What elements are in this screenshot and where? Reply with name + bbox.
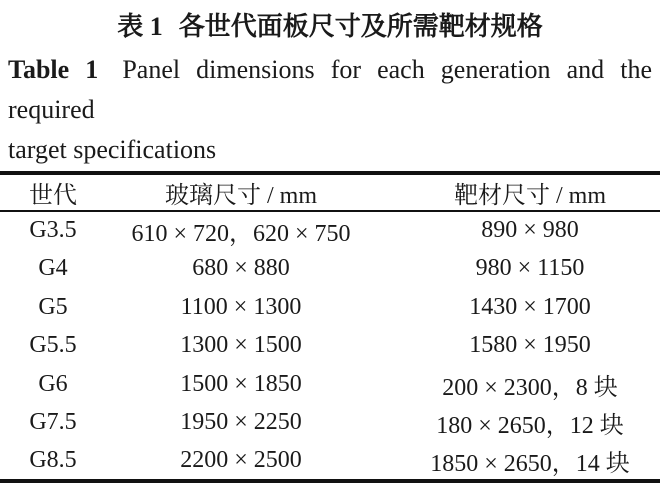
generation-cell: G5.5	[29, 332, 77, 359]
glass-size-cell: 610 × 720，620 × 750	[131, 221, 351, 248]
generation-cell: G4	[38, 255, 68, 282]
table-header-row	[0, 173, 660, 211]
table-caption-en	[8, 50, 652, 170]
spec-table	[0, 171, 660, 483]
target-size-cell: 1850 × 2650，14 块	[430, 450, 630, 477]
column-header-generation: 世代	[29, 183, 77, 209]
generation-cell: G5	[38, 293, 68, 320]
glass-size-cell: 680 × 880	[192, 255, 290, 282]
glass-size-cell: 2200 × 2500	[180, 446, 302, 473]
target-size-cell: 980 × 1150	[475, 255, 585, 282]
table-caption-en-line2: target specifications	[8, 135, 217, 164]
target-size-cell: 180 × 2650，12 块	[436, 413, 624, 440]
target-size-cell: 890 × 980	[481, 217, 579, 244]
generation-cell: G3.5	[29, 217, 77, 244]
glass-size-cell: 1300 × 1500	[180, 332, 302, 359]
column-header-target-size: 靶材尺寸 / mm	[453, 183, 606, 209]
target-size-cell: 1580 × 1950	[469, 332, 591, 359]
table-caption-zh	[8, 10, 652, 44]
table-row	[0, 365, 660, 404]
generation-cell: G8.5	[29, 446, 77, 473]
target-size-cell: 200 × 2300，8 块	[442, 374, 618, 401]
table-caption-en-text: Panel dimensions for each generation and the required	[8, 55, 652, 124]
table-caption-en-label: Table 1	[8, 55, 99, 84]
glass-size-cell: 1100 × 1300	[180, 293, 302, 320]
table-row	[0, 327, 660, 366]
table-row	[0, 250, 660, 289]
table-row	[0, 442, 660, 481]
table-caption-zh-label: 表 1	[117, 12, 163, 41]
table-caption-zh-text: 各世代面板尺寸及所需靶材规格	[178, 12, 543, 41]
table-row	[0, 211, 660, 250]
table-caption-en-line1	[8, 50, 652, 130]
glass-size-cell: 1500 × 1850	[180, 370, 302, 397]
column-header-glass-size: 玻璃尺寸 / mm	[164, 183, 317, 209]
target-size-cell: 1430 × 1700	[469, 293, 591, 320]
generation-cell: G7.5	[29, 409, 77, 436]
generation-cell: G6	[38, 370, 68, 397]
paper-page	[0, 10, 660, 477]
table-row	[0, 404, 660, 443]
table-row	[0, 288, 660, 327]
glass-size-cell: 1950 × 2250	[180, 409, 302, 436]
